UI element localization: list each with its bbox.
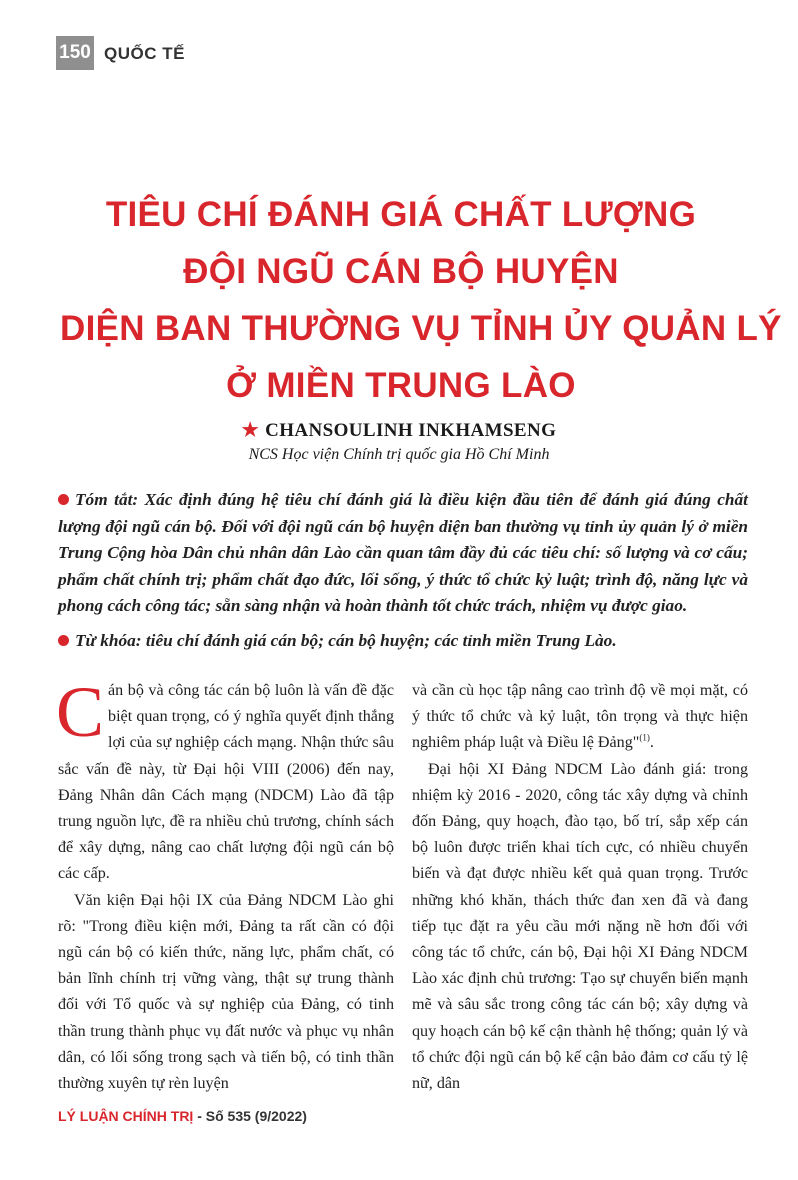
body-paragraph — [412, 678, 748, 757]
footnote-ref[interactable]: (1) — [639, 733, 650, 744]
paragraph-end: . — [649, 734, 654, 752]
star-icon: ★ — [241, 420, 260, 441]
title-line: DIỆN BAN THƯỜNG VỤ TỈNH ỦY QUẢN LÝ — [60, 309, 782, 348]
author-name: CHANSOULINH INKHAMSENG — [265, 420, 557, 441]
section-label: QUỐC TẾ — [104, 44, 185, 63]
drop-cap: C — [56, 672, 105, 752]
body-column-right — [412, 678, 748, 1097]
issue-number: - Số 535 (9/2022) — [193, 1108, 307, 1124]
title-line: TIÊU CHÍ ĐÁNH GIÁ CHẤT LƯỢNG — [105, 195, 697, 234]
body-paragraph: Đại hội XI Đảng NDCM Lào đánh giá: trong nhiệm kỳ 2016 - 2020, công tác xây dựng và chỉnh đốn Đảng, quy hoạch, đào tạo, bố trí, sắp xếp cán bộ luôn được triển khai tích cực, có nhiều chuyển biến và đạt được nhiều kết quả quan trọng. Trước những khó khăn, thách thức đan xen đã và đang tiếp tục đặt ra yêu cầu mới nặng nề hơn đối với công tác tổ chức, cán bộ, Đại hội XI Đảng NDCM Lào xác định chủ trương: Tạo sự chuyển biến mạnh mẽ và sâu sắc trong công tác cán bộ; xây dựng và quy hoạch cán bộ kế cận thành hệ thống; quản lý và tổ chức đội ngũ cán bộ kế cận bảo đảm cơ cấu tỷ lệ nữ, dân — [412, 760, 748, 1093]
page-number: 150 — [56, 36, 94, 70]
bullet-dot-icon — [58, 494, 69, 505]
title-line: Ở MIỀN TRUNG LÀO — [226, 366, 576, 405]
body-column-left — [56, 672, 394, 1097]
journal-name: LÝ LUẬN CHÍNH TRỊ — [58, 1108, 194, 1124]
keywords-text: Từ khóa: tiêu chí đánh giá cán bộ; cán bộ huyện; các tỉnh miền Trung Lào. — [75, 630, 617, 650]
paragraph-text: án bộ và công tác cán bộ luôn là vấn đề đặc biệt quan trọng, có ý nghĩa quyết định thắng lợi của sự nghiệp cách mạng. Nhận thức sâu sắc vấn đề này, từ Đại hội VIII (2006) đến nay, Đảng Nhân dân Cách mạng (NDCM) Lào đã tập trung nguồn lực, đề ra nhiều chủ trương, chính sách để xây dựng, nâng cao chất lượng đội ngũ cán bộ các cấp. — [58, 682, 394, 883]
author-affiliation: NCS Học viện Chính trị quốc gia Hồ Chí Minh — [248, 446, 550, 463]
abstract — [58, 487, 748, 620]
abstract-text: Tóm tắt: Xác định đúng hệ tiêu chí đánh giá là điều kiện đầu tiên để đánh giá đúng chất lượng đội ngũ cán bộ. Đối với đội ngũ cán bộ huyện diện ban thường vụ tỉnh ủy quản lý ở miền Trung Cộng hòa Dân chủ nhân dân Lào cần quan tâm đầy đủ các tiêu chí: số lượng và cơ cấu; phẩm chất chính trị; phẩm chất đạo đức, lối sống, ý thức tổ chức kỷ luật; trình độ, năng lực và phong cách công tác; sẵn sàng nhận và hoàn thành tốt chức trách, nhiệm vụ được giao. — [58, 490, 748, 615]
paragraph-text: và cần cù học tập nâng cao trình độ về mọi mặt, có ý thức tổ chức và kỷ luật, tôn trọng và thực hiện nghiêm pháp luật và Điều lệ Đảng" — [412, 682, 748, 752]
keywords — [58, 628, 748, 655]
article-title — [60, 186, 782, 414]
title-line: ĐỘI NGŨ CÁN BỘ HUYỆN — [183, 252, 619, 291]
body-paragraph: Văn kiện Đại hội IX của Đảng NDCM Lào ghi rõ: "Trong điều kiện mới, Đảng ta rất cần có đội ngũ cán bộ có kiến thức, năng lực, phẩm chất, có bản lĩnh chính trị vững vàng, thật sự trung thành đối với Tổ quốc và sự nghiệp của Đảng, có tinh thần trung thành phục vụ đất nước và phục vụ nhân dân, có lối sống trong sạch và tiến bộ, có tinh thần thường xuyên tự rèn luyện — [58, 891, 394, 1093]
footer — [58, 1108, 307, 1124]
author-line — [0, 419, 798, 442]
abstract-block — [58, 487, 748, 662]
body-paragraph — [56, 672, 394, 888]
bullet-dot-icon — [58, 635, 69, 646]
